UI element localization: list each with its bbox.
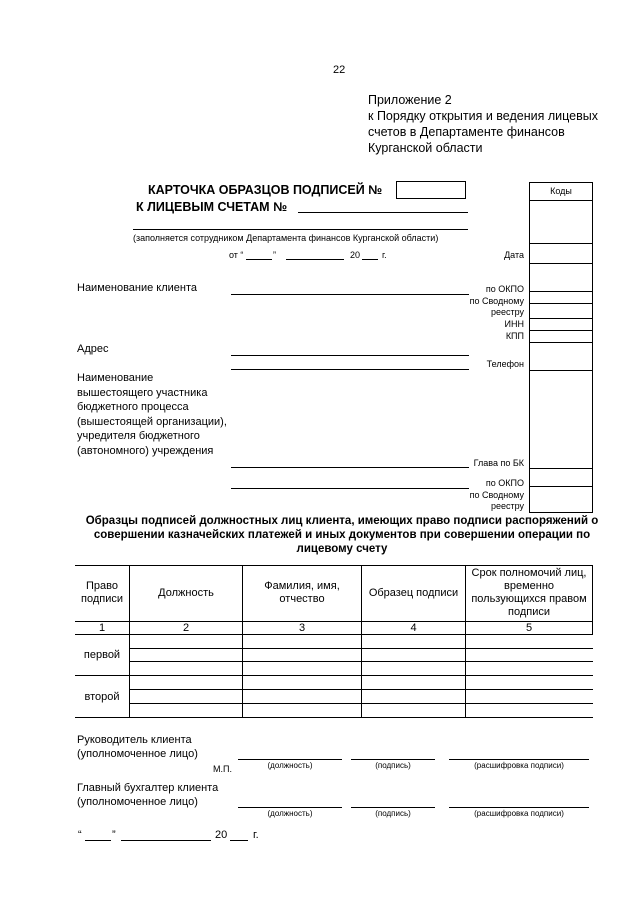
date-month-line[interactable] xyxy=(286,259,344,260)
table-column-number: 1 xyxy=(98,622,106,634)
table-bottom-border xyxy=(75,717,593,718)
head-position-line[interactable] xyxy=(238,759,342,760)
accountant-decoding-caption: (расшифровка подписи) xyxy=(474,809,564,818)
account-number-line[interactable] xyxy=(298,212,468,213)
bottom-date-year-suffix: г. xyxy=(253,829,259,841)
codes-cell-phone[interactable] xyxy=(530,343,592,371)
bottom-date-month-line[interactable] xyxy=(121,840,211,841)
codes-inn-label: ИНН xyxy=(504,319,524,329)
codes-box xyxy=(529,182,593,513)
table-header-cell: Срок полномочий лиц, временно пользующихся правом подписи xyxy=(471,567,587,618)
appendix-line-3: счетов в Департаменте финансов xyxy=(368,125,565,139)
table-row-second-label: второй xyxy=(75,676,129,717)
codes-cell-date[interactable] xyxy=(530,244,592,264)
codes-kpp-label: КПП xyxy=(505,331,524,341)
table-header-cell: Образец подписи xyxy=(368,586,459,599)
codes-okpo-2-label: по ОКПО xyxy=(485,478,524,488)
appendix-line-2: к Порядку открытия и ведения лицевых xyxy=(368,109,598,123)
head-decoding-line[interactable] xyxy=(449,759,589,760)
head-position-caption: (должность) xyxy=(267,761,313,770)
head-signature-caption: (подпись) xyxy=(375,761,411,770)
codes-cell-glava[interactable] xyxy=(530,371,592,469)
codes-cell-kpp[interactable] xyxy=(530,331,592,343)
fill-note-line xyxy=(133,229,468,230)
head-label: Руководитель клиента (уполномоченное лицо) xyxy=(77,734,198,760)
appendix-block xyxy=(368,92,598,156)
bottom-date-day-line[interactable] xyxy=(85,840,111,841)
table-row-line xyxy=(75,675,593,676)
date-year-suffix: г. xyxy=(382,250,387,260)
page-number: 22 xyxy=(333,64,346,76)
codes-okpo-label: по ОКПО xyxy=(485,284,524,294)
table-header-cell: Фамилия, имя, отчество xyxy=(264,580,340,605)
codes-svodny-2-label: по Сводному реестру xyxy=(469,490,524,511)
table-row-first-label: первой xyxy=(75,635,129,675)
table-row-line xyxy=(75,689,593,690)
table-header-cell: Право подписи xyxy=(81,580,123,605)
mp-label: М.П. xyxy=(213,764,232,774)
codes-date-label: Дата xyxy=(504,250,524,260)
bottom-date-year-line[interactable] xyxy=(230,840,248,841)
address-line-2[interactable] xyxy=(231,369,469,370)
codes-cell-blank-2[interactable] xyxy=(530,264,592,292)
codes-phone-label: Телефон xyxy=(486,359,524,369)
accountant-position-line[interactable] xyxy=(238,807,342,808)
accountant-signature-line[interactable] xyxy=(351,807,435,808)
table-header-cell: Должность xyxy=(158,586,214,599)
appendix-line-4: Курганской области xyxy=(368,141,483,155)
table-row-line xyxy=(75,703,593,704)
accountant-signature-caption: (подпись) xyxy=(375,809,411,818)
table-column-number: 4 xyxy=(410,622,417,634)
codes-glava-label: Глава по БК xyxy=(473,458,524,468)
table-row-line xyxy=(75,661,593,662)
codes-cell-blank[interactable] xyxy=(530,200,592,244)
codes-cell-svodny[interactable] xyxy=(530,304,592,319)
section-heading: Образцы подписей должностных лиц клиента, имеющих право подписи распоряжений о совершении казначейских платежей и иных документов при совершении операции по лицевому счету xyxy=(85,515,599,555)
head-decoding-caption: (расшифровка подписи) xyxy=(474,761,564,770)
table-column-number: 2 xyxy=(182,622,190,634)
appendix-line-1: Приложение 2 xyxy=(368,93,452,107)
address-label: Адрес xyxy=(77,343,109,355)
accountant-label: Главный бухгалтер клиента (уполномоченное лицо) xyxy=(77,782,219,808)
head-signature-line[interactable] xyxy=(351,759,435,760)
table-number-row-bottom-border xyxy=(75,634,593,635)
superior-line-1[interactable] xyxy=(231,467,469,468)
superior-line-2[interactable] xyxy=(231,488,469,489)
date-from-label: от “ xyxy=(229,250,244,260)
codes-svodny-label: по Сводному реестру xyxy=(469,296,524,317)
bottom-date-year-prefix: 20 xyxy=(215,829,228,841)
date-day-line[interactable] xyxy=(246,259,272,260)
bottom-date-close-quote: ” xyxy=(112,829,116,841)
table-column-number: 3 xyxy=(298,622,306,634)
bottom-date-open-quote: “ xyxy=(78,829,82,841)
card-number-box[interactable] xyxy=(396,181,466,199)
client-name-line[interactable] xyxy=(231,294,469,295)
date-quote-close: ” xyxy=(273,250,276,260)
fill-note: (заполняется сотрудником Департамента финансов Курганской области) xyxy=(133,233,439,243)
client-name-label: Наименование клиента xyxy=(77,282,198,294)
date-year-line[interactable] xyxy=(362,259,378,260)
table-column-number: 5 xyxy=(525,622,533,634)
accountant-decoding-line[interactable] xyxy=(449,807,589,808)
codes-cell-okpo-2[interactable] xyxy=(530,469,592,487)
signature-samples-table xyxy=(75,565,593,718)
address-line-1[interactable] xyxy=(231,355,469,356)
table-right-border xyxy=(592,565,593,635)
accountant-position-caption: (должность) xyxy=(267,809,313,818)
superior-label: Наименование вышестоящего участника бюджетного процесса (вышестоящей организации), учредителя бюджетного (автономного) учреждения xyxy=(77,372,227,457)
codes-cell-okpo[interactable] xyxy=(530,292,592,304)
codes-cell-inn[interactable] xyxy=(530,319,592,331)
title-line-1: КАРТОЧКА ОБРАЗЦОВ ПОДПИСЕЙ № xyxy=(148,183,383,197)
title-line-2: К ЛИЦЕВЫМ СЧЕТАМ № xyxy=(136,200,288,214)
date-year-prefix: 20 xyxy=(350,250,361,260)
table-row-line xyxy=(75,648,593,649)
codes-header: Коды xyxy=(530,183,592,201)
